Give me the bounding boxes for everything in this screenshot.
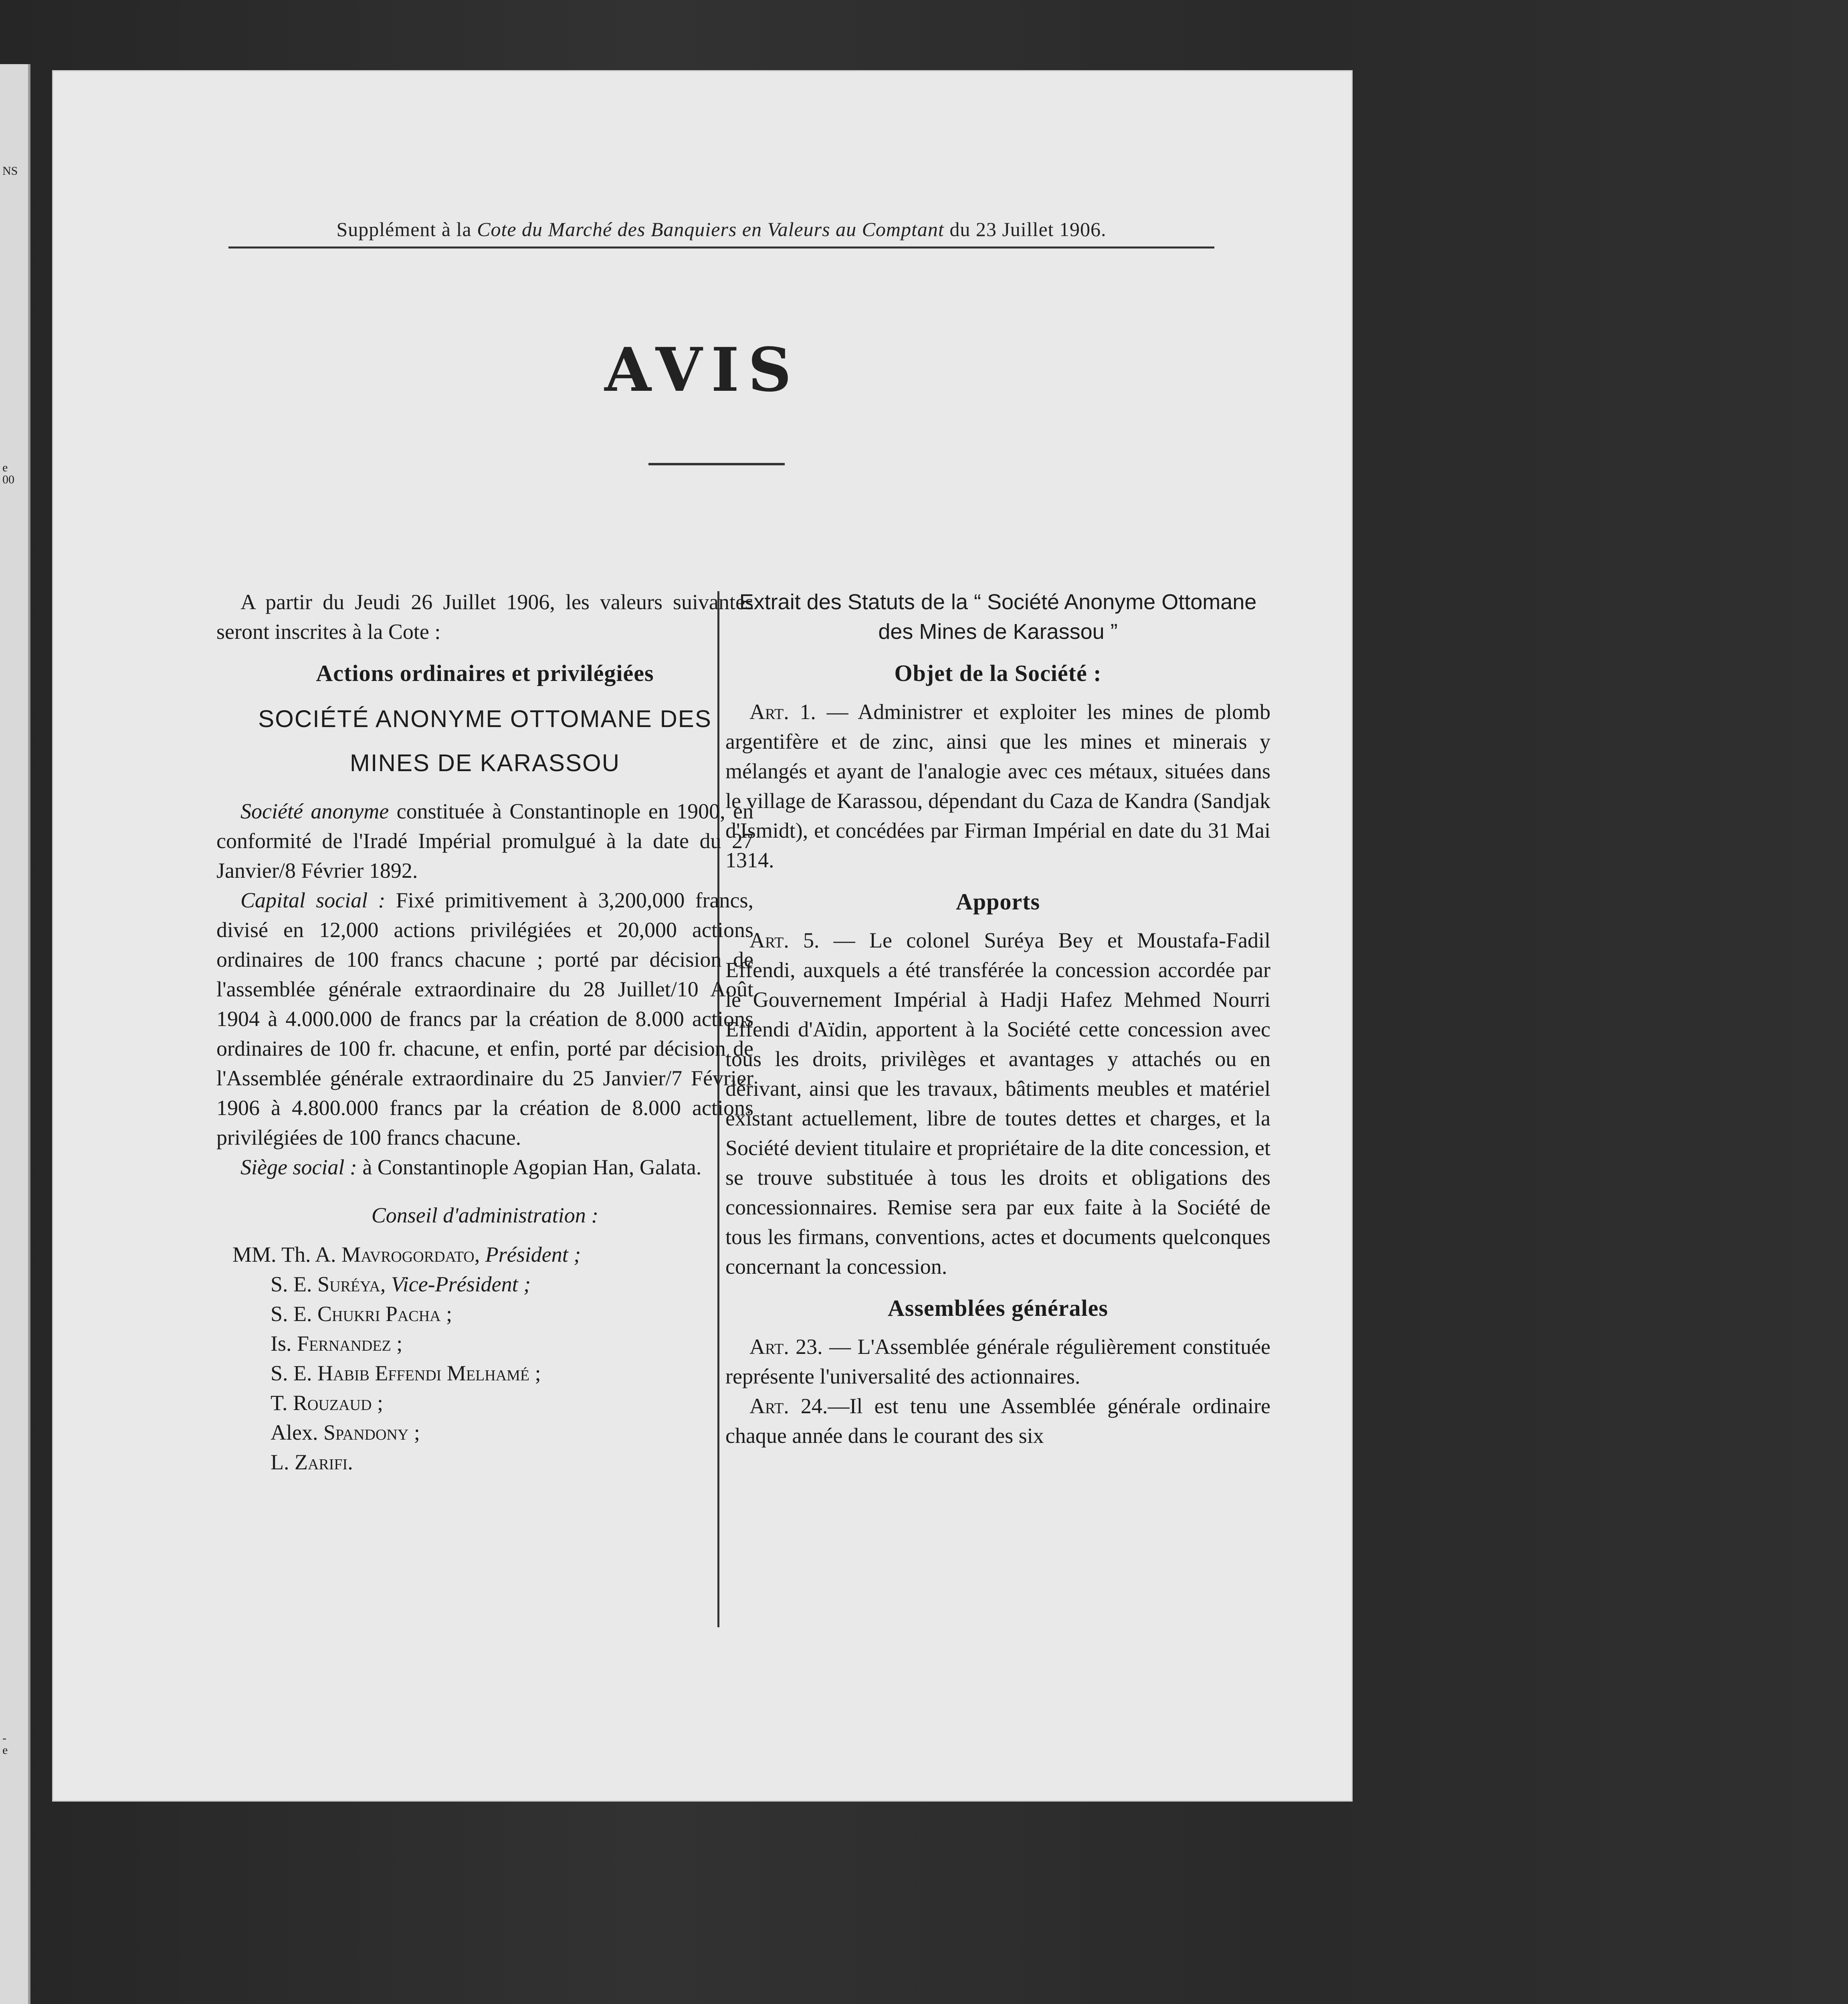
supplement-header <box>228 218 1214 241</box>
board-member <box>216 1329 753 1358</box>
actions-heading: Actions ordinaires et privilégiées <box>316 660 654 686</box>
assemblees-heading: Assemblées générales <box>888 1295 1108 1321</box>
member-role: ; <box>529 1361 541 1385</box>
objet-heading: Objet de la Société : <box>894 660 1102 686</box>
member-role: . <box>347 1450 353 1474</box>
board-member <box>216 1299 753 1329</box>
member-role: , Vice-Président ; <box>380 1272 531 1296</box>
board-member <box>216 1358 753 1388</box>
margin-fragment: e <box>2 461 8 474</box>
member-role: ; <box>372 1391 383 1415</box>
previous-page-edge <box>0 64 30 2004</box>
societe-label: Société anonyme <box>240 799 389 823</box>
board-member <box>216 1240 753 1269</box>
article-text: —Il est tenu une Assemblée générale ordinaire chaque année dans le courant des six <box>725 1394 1270 1448</box>
capital-text: Fixé primitivement à 3,200,000 francs, divisé en 12,000 actions privilégiées et 20,000 actions ordinaires de 100 francs chacune ; porté par décision de l'assemblée générale extraordinaire du 28 Juillet/10 Août 1904 à 4.000.000 de francs par la création de 8.000 actions ordinaires de 100 fr. chacune, et enfin, porté par décision de l'Assemblée générale extraordinaire du 25 Janvier/7 Février 1906 à 4.800.000 francs par la création de 8.000 actions privilégiées de 100 francs chacune. <box>216 888 754 1149</box>
siege-text: à Constantinople Agopian Han, Galata. <box>357 1155 702 1179</box>
company-name-line2: MINES DE KARASSOU <box>349 749 620 776</box>
board-member <box>216 1388 753 1418</box>
member-name: Suréya <box>317 1272 380 1296</box>
article-24 <box>725 1391 1270 1450</box>
capital-label: Capital social : <box>240 888 386 912</box>
article-label: Art. 1. <box>749 700 816 724</box>
member-name: Zarifi <box>295 1450 348 1474</box>
board-member <box>216 1269 753 1299</box>
margin-fragment: e <box>2 1743 8 1757</box>
member-prefix: S. E. <box>271 1272 318 1296</box>
article-text: — Le colonel Suréya Bey et Moustafa-Fadil Effendi, auxquels a été transférée la concession accordée par le Gouvernement Impérial à Hadji Hafez Mehmed Nourri Effendi d'Aïdin, apportent à la Société cette concession avec tous les droits, privilèges et avantages y attachés ou en dérivant, ainsi que les travaux, bâtiments meubles et matériel existant actuellement, libre de toutes dettes et charges, et la Société devient titulaire et propriétaire de la dite concession, et se trouve substituée à tous les droits et obligations des concessionnaires. Remise sera par eux faite à la Société de tous les firmans, conventions, actes et documents quelconques concernant la concession. <box>725 928 1270 1279</box>
margin-fragment: - <box>2 1731 6 1745</box>
member-name: Habib Effendi Melhamé <box>317 1361 530 1385</box>
article-label: Art. 24. <box>749 1394 828 1418</box>
apports-heading: Apports <box>955 889 1040 915</box>
member-role: ; <box>440 1302 452 1326</box>
member-prefix: Is. <box>271 1331 297 1356</box>
supplement-text-italic: Cote du Marché des Banquiers en Valeurs au Comptant <box>477 218 944 240</box>
page-title: AVIS <box>604 335 800 405</box>
article-text: — L'Assemblée générale régulièrement constituée représente l'universalité des actionnaires. <box>725 1335 1270 1388</box>
member-name: Mavrogordato <box>341 1242 475 1267</box>
societe-paragraph <box>216 796 753 885</box>
member-prefix: Alex. <box>271 1420 323 1444</box>
article-text: — Administrer et exploiter les mines de plomb argentifère et de zinc, ainsi que les mines et minerais y mélangés et ayant de l'analogie avec ces métaux, situées dans le village de Karassou, dépendant du Caza de Kandra (Sandjak d'Ismidt), et concédées par Firman Impérial en date du 31 Mai 1314. <box>725 700 1270 872</box>
left-column <box>216 587 753 1477</box>
member-name: Chukri Pacha <box>317 1302 441 1326</box>
intro-paragraph: A partir du Jeudi 26 Juillet 1906, les valeurs suivantes seront inscrites à la Cote : <box>216 590 753 644</box>
supplement-text-start: Supplément à la <box>336 218 477 240</box>
article-23 <box>725 1332 1270 1391</box>
member-prefix: T. <box>271 1391 293 1415</box>
capital-paragraph <box>216 885 753 1152</box>
right-column <box>725 587 1270 1450</box>
member-prefix: L. <box>271 1450 295 1474</box>
conseil-title: Conseil d'administration : <box>371 1203 599 1227</box>
board-member <box>216 1447 753 1477</box>
member-prefix: S. E. <box>271 1302 318 1326</box>
company-name-line1: SOCIÉTÉ ANONYME OTTOMANE DES <box>258 705 712 732</box>
member-prefix: S. E. <box>271 1361 318 1385</box>
member-role: ; <box>408 1420 420 1444</box>
member-name: Rouzaud <box>293 1391 372 1415</box>
statuts-title: Extrait des Statuts de la “ Société Anonyme Ottomane des Mines de Karassou ” <box>739 590 1257 644</box>
article-label: Art. 23. <box>749 1335 823 1359</box>
supplement-text-end: du 23 Juillet 1906. <box>944 218 1107 240</box>
document-page <box>52 70 1353 1802</box>
societe-text: constituée à Constantinople en 1900, en conformité de l'Iradé Impérial promulgué à la date du 27 Janvier/8 Février 1892. <box>216 799 753 883</box>
margin-fragment: NS <box>2 164 18 178</box>
article-5 <box>725 925 1270 1281</box>
member-name: Fernandez <box>297 1331 391 1356</box>
member-name: Spandony <box>323 1420 409 1444</box>
siege-label: Siège social : <box>240 1155 357 1179</box>
header-rule <box>228 246 1214 248</box>
article-1 <box>725 697 1270 875</box>
member-prefix: MM. Th. A. <box>232 1242 342 1267</box>
title-rule <box>648 463 785 465</box>
member-role: , Président ; <box>474 1242 581 1267</box>
margin-fragment: 00 <box>2 473 14 486</box>
board-member <box>216 1418 753 1447</box>
siege-paragraph <box>216 1152 753 1182</box>
article-label: Art. 5. <box>749 928 820 952</box>
member-role: ; <box>391 1331 403 1356</box>
